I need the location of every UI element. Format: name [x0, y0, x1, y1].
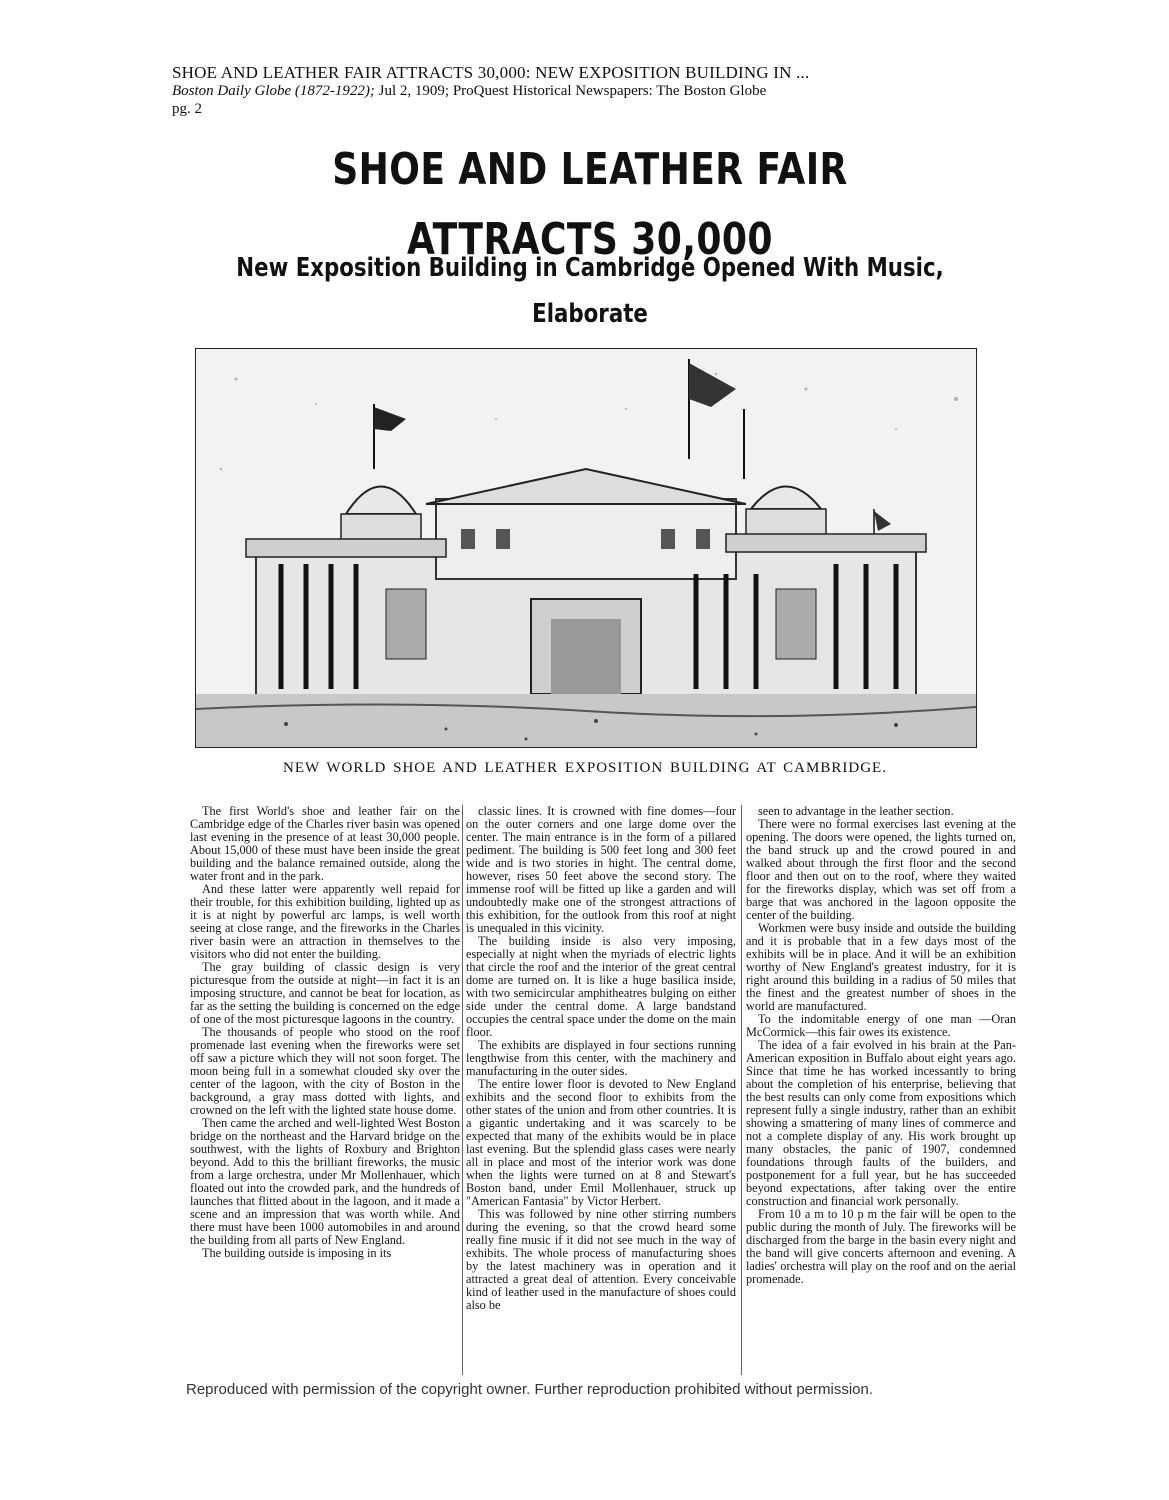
paragraph: And these latter were apparently well repaid for their trouble, for this exhibition building, lighted up as it is at night by powerful arc lamps, is well worth seeing at close range, and the fireworks in the Charles river basin were an attraction in themselves to the visitors who did not enter the building.	[190, 882, 460, 961]
column-rule	[741, 805, 742, 1375]
copyright-notice: Reproduced with permission of the copyright owner. Further reproduction prohibited without permission.	[186, 1381, 874, 1398]
citation-source-line	[172, 82, 1072, 100]
paragraph: To the indomitable energy of one man —Oran McCormick—this fair owes its existence.	[746, 1012, 1016, 1039]
paragraph: Workmen were busy inside and outside the building and it is probable that in a few days most of the exhibits will be in place. And it will be an exhibition worthy of New England's greatest industry, for it is right around this building in a radius of 50 miles that the finest and the greatest number of shoes in the world are manufactured.	[746, 921, 1016, 1013]
paragraph: The entire lower floor is devoted to New England exhibits and the second floor to exhibits from the other states of the union and from other countries. It is a gigantic undertaking and it was scarcely to be expected that many of the exhibits would be in place last evening. But the splendid glass cases were nearly all in place and most of the interior work was done when the lights were turned on at 8 and Stewart's Boston band, under Emil Mollenhauer, struck up "American Fantasia" by Victor Herbert.	[466, 1077, 736, 1208]
exposition-building-photo	[195, 348, 977, 748]
article-headline: SHOE AND LEATHER FAIR ATTRACTS 30,000	[332, 144, 848, 265]
paragraph: The first World's shoe and leather fair on the Cambridge edge of the Charles river basin was opened last evening in the presence of at least 30,000 people. About 15,000 of these must have been inside the great building and the balance remained outside, along the water front and in the park.	[190, 805, 460, 883]
citation-source: Boston Daily Globe (1872-1922);	[172, 83, 375, 99]
paragraph: classic lines. It is crowned with fine domes—four on the outer corners and one large dome over the center. The main entrance is in the form of a pillared pediment. The building is 500 feet long and 300 feet wide and is two stories in hight. The central dome, however, rises 50 feet above the second story. The immense roof will be fitted up like a garden and will undoubtedly make one of the strongest attractions of this exhibition, for the outlook from this roof at night is unequaled in this vicinity.	[466, 805, 736, 935]
subhead-line-1: New Exposition Building in Cambridge Opened With Music, Elaborate	[236, 253, 944, 329]
paragraph: The exhibits are displayed in four sections running lengthwise from this center, with the machinery and manufacturing in the outer sides.	[466, 1038, 736, 1078]
paragraph: The building inside is also very imposing, especially at night when the myriads of electric lights that circle the roof and the interior of the great central dome are turned on. It is like a huge basilica inside, with two semicircular amphitheatres bulging on either side under the central dome. A large bandstand occupies the central space under the dome on the main floor.	[466, 934, 736, 1039]
paragraph: The idea of a fair evolved in his brain at the Pan-American exposition in Buffalo about eight years ago. Since that time he has worked incessantly to bring about the completion of his enterprise, believing that the best results can only come from expositions which represent fully a single industry, rather than an exhibit showing a smattering of many lines of commerce and not a complete display of any. His work brought up many obstacles, the panic of 1907, condemned foundations through faults of the builders, and postponement for a full year, but he has succeeded beyond expectations, after taking over the entire construction and financial work personally.	[746, 1038, 1016, 1208]
citation-title: SHOE AND LEATHER FAIR ATTRACTS 30,000: NEW EXPOSITION BUILDING IN ...	[172, 63, 810, 82]
citation-source-rest: Jul 2, 1909; ProQuest Historical Newspapers: The Boston Globe	[374, 83, 767, 99]
paragraph: From 10 a m to 10 p m the fair will be open to the public during the month of July. The fireworks will be discharged from the barge in the basin every night and the band will give concerts afternoon and evening. A ladies' orchestra will play on the roof and on the aerial promenade.	[746, 1207, 1016, 1286]
paragraph: seen to advantage in the leather section.	[758, 805, 954, 818]
citation-page: pg. 2	[172, 101, 202, 117]
article-column-2	[466, 805, 736, 1378]
paragraph: The thousands of people who stood on the roof promenade last evening when the fireworks were set off saw a picture which they will not soon forget. The moon being full in a somewhat clouded sky over the center of the lagoon, with the city of Boston in the background, a gray mass dotted with lights, and crowned on the left with the lighted state house dome.	[190, 1025, 460, 1117]
citation-header	[172, 64, 1072, 118]
paragraph: This was followed by nine other stirring numbers during the evening, so that the crowd heard some really fine music if it did not see much in the way of exhibits. The whole process of manufacturing shoes by the latest machinery was in operation and it attracted a great deal of attention. Every conceivable kind of leather used in the manufacture of shoes could also be	[466, 1207, 736, 1312]
paragraph: Then came the arched and well-lighted West Boston bridge on the northeast and the Harvard bridge on the southwest, with the lights of Roxbury and Brighton beyond. Add to this the brilliant fireworks, the music from a large orchestra, under Mr Mollenhauer, which floated out into the crowded park, and the hundreds of launches that flitted about in the lagoon, and it made a scene and an impression that was worth while. And there must have been 1000 automobiles in and around the building from all parts of New England.	[190, 1116, 460, 1247]
photo-caption: NEW WORLD SHOE AND LEATHER EXPOSITION BUILDING AT CAMBRIDGE.	[283, 760, 887, 776]
article-column-3	[746, 805, 1016, 1378]
paragraph: The gray building of classic design is very picturesque from the outside at night—in fact it is an imposing structure, and cannot be beat for location, as far as the setting the building is concerned on the edge of one of the most picturesque lagoons in the country.	[190, 960, 460, 1026]
article-column-1	[190, 805, 460, 1378]
column-rule	[462, 805, 463, 1375]
building-illustration	[196, 349, 976, 747]
paragraph: There were no formal exercises last evening at the opening. The doors were opened, the lights turned on, the band struck up and the crowd poured in and walked about through the first floor and the second floor and then out on to the roof, where they waited for the fireworks display, which was set off from a barge that was anchored in the lagoon opposite the center of the building.	[746, 817, 1016, 922]
paragraph: The building outside is imposing in its	[202, 1246, 392, 1260]
